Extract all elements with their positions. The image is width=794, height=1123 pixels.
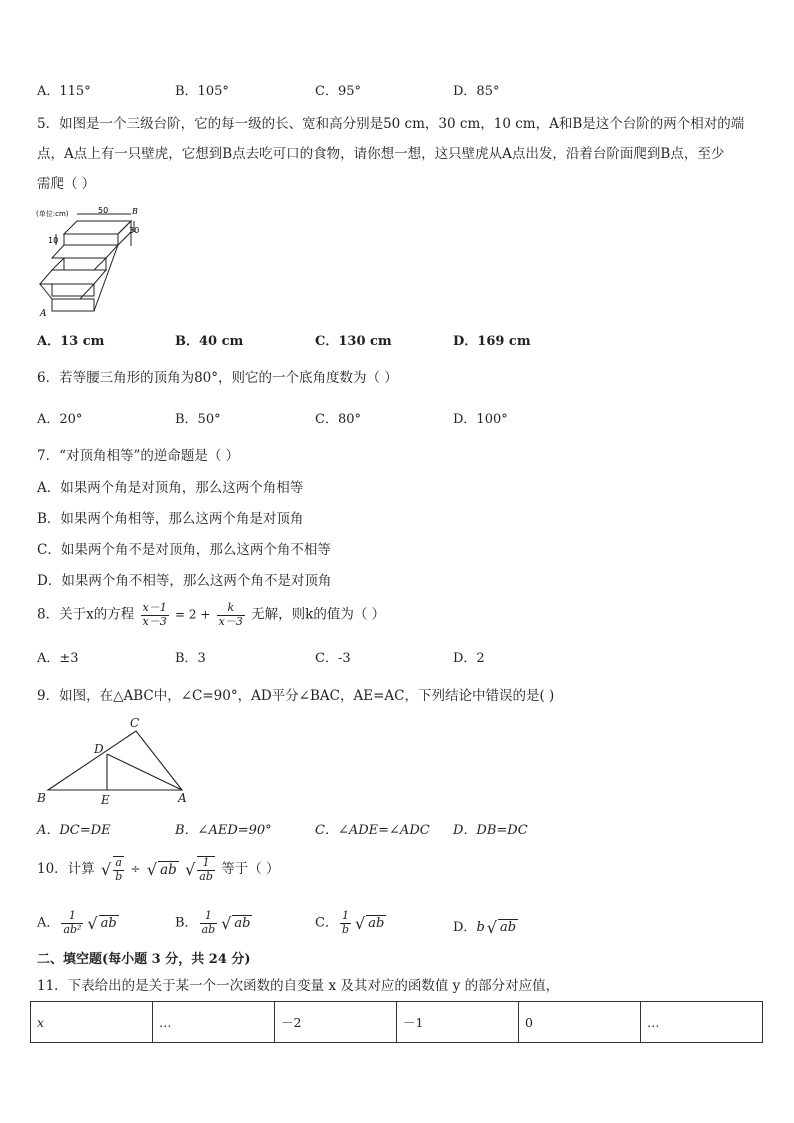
q7-option-d: D．如果两个角不相等，那么这两个角不是对顶角 [37,573,332,589]
q7-option-c: C．如果两个角不是对顶角，那么这两个角不相等 [37,542,331,558]
q11-stem: 11．下表给出的是关于某一个一次函数的自变量 x 及其对应的函数值 y 的部分对应值， [37,978,560,994]
stairs-point-b: B [132,207,138,216]
q9-option-b: B．∠AED=90° [175,823,272,838]
table-cell: 0 [519,1002,641,1043]
q5-option-b: B．40 cm [175,334,244,349]
q8-option-a: A．±3 [37,651,79,666]
q6-option-c: C．80° [315,412,361,427]
section2-title: 二、填空题(每小题 3 分，共 24 分) [37,952,251,967]
q10-option-a: A． $\frac{1}{\text{ab²}}$ √ ab [37,909,117,936]
stairs-length-label: 50 [98,206,109,215]
triangle-label-e: E [101,793,110,807]
q8-option-c: C．-3 [315,651,351,666]
triangle-label-a: A [178,791,187,805]
q9-option-d: D．DB=DC [453,823,528,838]
q6-stem: 6．若等腰三角形的顶角为80°，则它的一个底角度数为（ ） [37,370,398,386]
q4-option-c: C．95° [315,84,361,99]
q9-stem: 9．如图，在△ABC中，∠C=90°，AD平分∠BAC，AE=AC，下列结论中错误的是( ) [37,688,555,704]
q5-stem-line2: 点，A点上有一只壁虎，它想到B点去吃可口的食物，请你想一想，这只壁虎从A点出发，沿着台阶面爬到B点，至少 [37,146,725,162]
q9-option-c: C．∠ADE=∠ADC [315,823,430,838]
q9-option-a: A．DC=DE [37,823,111,838]
q10-sqrt-ab: ab [160,862,177,879]
table-row [31,1002,763,1043]
q10-option-b: B． $\frac{1}{ab}$ √ ab [175,909,251,936]
stairs-figure [34,206,144,318]
q5-stem-line3: 需爬（ ） [37,176,96,192]
table-cell: … [641,1002,763,1043]
q5-stem-line1: 5．如图是一个三级台阶，它的每一级的长、宽和高分别是50 cm，30 cm，10 cm，A和B是这个台阶的两个相对的端 [37,116,745,132]
table-cell: －1 [397,1002,519,1043]
q7-stem: 7．“对顶角相等”的逆命题是（ ） [37,448,240,464]
q5-option-c: C．130 cm [315,334,392,349]
q4-option-d: D．85° [453,84,500,99]
q10-prefix: 10．计算 [37,861,95,878]
q10-suffix: 等于（ ） [221,861,280,878]
q10-option-c: C． $\frac{1}{b}$ √ ab [315,909,385,936]
stairs-height-label: 10 [48,236,59,245]
triangle-label-c: C [130,716,140,730]
q5-option-d: D．169 cm [453,334,531,349]
q4-option-b: B．105° [175,84,229,99]
q10-option-d: D．b √ ab [453,918,517,937]
q8-prefix: 8．关于x的方程 [37,606,135,623]
q8-stem [37,602,385,628]
q10-stem: 10．计算 √ $\frac{a}{b}$ ÷ √ ab √ $\frac{1}{ab}$ 等于（ ） [37,856,280,883]
q8-fraction-2: $\frac{k}{x-3}$ [218,601,243,628]
q6-option-b: B．50° [175,412,221,427]
q8-option-b: B．3 [175,651,206,666]
q10-divide: ÷ [130,862,141,877]
q8-option-d: D．2 [453,651,485,666]
table-cell: … [153,1002,275,1043]
q8-suffix: 无解，则k的值为（ ） [251,606,386,623]
triangle-figure [34,714,194,808]
stairs-point-a: A [40,309,47,318]
q7-option-a: A．如果两个角是对顶角，那么这两个角相等 [37,480,304,496]
q6-option-d: D．100° [453,412,508,427]
table-cell: －2 [275,1002,397,1043]
triangle-label-b: B [37,791,46,805]
stairs-unit-label: (单位:cm) [36,210,69,218]
stairs-width-label: 30 [129,226,140,235]
q6-option-a: A．20° [37,412,83,427]
table-cell: x [31,1002,153,1043]
q8-mid: = 2 + [175,607,211,622]
q10-sqrt-frac: $\frac{a}{b}$ [115,856,123,883]
q10-sqrt-recip: $\frac{1}{ab}$ [199,856,213,883]
q11-table [30,1001,763,1043]
triangle-label-d: D [94,742,104,756]
q5-option-a: A．13 cm [37,334,105,349]
q8-fraction-1: $\frac{x-1}{x-3}$ [142,601,167,628]
q7-option-b: B．如果两个角相等，那么这两个角是对顶角 [37,511,304,527]
q4-option-a: A．115° [37,84,91,99]
